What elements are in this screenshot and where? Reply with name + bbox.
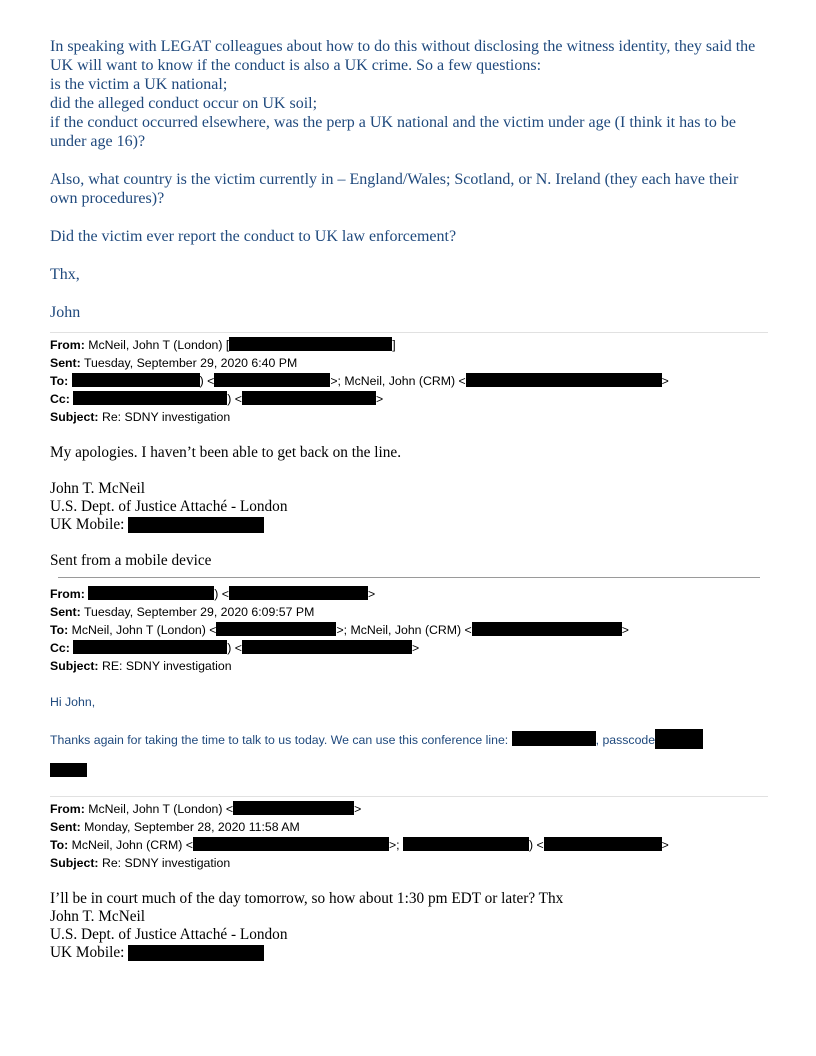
subject-line: Subject: RE: SDNY investigation <box>50 659 232 673</box>
sent-line: Sent: Tuesday, September 29, 2020 6:09:57 PM <box>50 605 315 619</box>
email-3-header <box>50 585 768 675</box>
subject: Re: SDNY investigation <box>101 410 231 424</box>
redaction-box <box>229 337 392 351</box>
email-1-paragraph-2: Also, what country is the victim currently in – England/Wales; Scotland, or N. Ireland (they each have their own procedures)? <box>50 171 739 207</box>
email-1-paragraph-3: Did the victim ever report the conduct to UK law enforcement? <box>50 228 457 245</box>
redaction-box <box>466 373 662 387</box>
email-3-body <box>50 693 768 777</box>
email-1-signature: John <box>50 304 81 321</box>
email-4-header <box>50 800 768 872</box>
from-line: From: McNeil, John T (London) < > <box>50 802 362 816</box>
email-1-body <box>50 37 768 322</box>
email-1-line: In speaking with LEGAT colleagues about how to do this without disclosing the witness identity, they said the UK will want to know if the conduct is also a UK crime. So a few questions: <box>50 38 756 74</box>
signature-name: John T. McNeil <box>50 908 146 925</box>
redaction-box <box>512 731 596 746</box>
redaction-box <box>73 640 227 654</box>
email-3-message: Thanks again for taking the time to talk to us today. We can use this conference line: , passcode <box>50 729 768 749</box>
email-4-message: I’ll be in court much of the day tomorrow, so how about 1:30 pm EDT or later? Thx <box>50 890 564 907</box>
redaction-box <box>128 517 264 533</box>
redaction-box <box>229 586 368 600</box>
redaction-box <box>242 640 412 654</box>
redaction-box <box>73 391 227 405</box>
subject-line: Subject: Re: SDNY investigation <box>50 410 231 424</box>
subject-line: Subject: Re: SDNY investigation <box>50 856 231 870</box>
sent-date: Tuesday, September 29, 2020 6:09:57 PM <box>83 605 315 619</box>
email-1-closing: Thx, <box>50 266 80 283</box>
cc-line: Cc: ) < > <box>50 641 420 655</box>
email-2-header <box>50 336 768 426</box>
redaction-box <box>193 837 389 851</box>
redaction-box <box>233 801 354 815</box>
signature-mobile: UK Mobile: <box>50 516 768 534</box>
redaction-box <box>88 586 214 600</box>
email-4-body <box>50 890 768 962</box>
signature-mobile: UK Mobile: <box>50 944 768 962</box>
signature-name: John T. McNeil <box>50 480 146 497</box>
redaction-box <box>544 837 662 851</box>
subject: Re: SDNY investigation <box>101 856 231 870</box>
sent-date: Monday, September 28, 2020 11:58 AM <box>84 820 300 834</box>
sent-date: Tuesday, September 29, 2020 6:40 PM <box>83 356 298 370</box>
email-2-body <box>50 444 768 570</box>
to-line: To: McNeil, John (CRM) < >; ) < > <box>50 838 669 852</box>
redaction-box <box>216 622 336 636</box>
email-1-line: did the alleged conduct occur on UK soil; <box>50 95 318 112</box>
from-line: From: ) < > <box>50 587 376 601</box>
from-line: From: McNeil, John T (London) [ ] <box>50 338 396 352</box>
email-thread <box>50 37 768 962</box>
to-line: To: McNeil, John T (London) < >; McNeil, John (CRM) < > <box>50 623 629 637</box>
sent-line: Sent: Tuesday, September 29, 2020 6:40 PM <box>50 356 298 370</box>
to-line: To: ) < >; McNeil, John (CRM) < > <box>50 374 669 388</box>
from-name: McNeil, John T (London) [ <box>88 338 230 352</box>
redaction-box <box>50 763 87 777</box>
sent-from-device: Sent from a mobile device <box>50 552 212 569</box>
signature-title: U.S. Dept. of Justice Attaché - London <box>50 498 288 515</box>
from-name: McNeil, John T (London) < <box>88 802 234 816</box>
signature-title: U.S. Dept. of Justice Attaché - London <box>50 926 288 943</box>
redaction-box <box>214 373 330 387</box>
email-1-line: is the victim a UK national; <box>50 76 228 93</box>
redaction-box <box>242 391 376 405</box>
email-3-greeting: Hi John, <box>50 695 96 709</box>
cc-line: Cc: ) < > <box>50 392 384 406</box>
redaction-box <box>403 837 529 851</box>
subject: RE: SDNY investigation <box>101 659 232 673</box>
email-2-message: My apologies. I haven’t been able to get back on the line. <box>50 444 402 461</box>
sent-line: Sent: Monday, September 28, 2020 11:58 AM <box>50 820 300 834</box>
redaction-box <box>472 622 622 636</box>
redaction-box <box>128 945 264 961</box>
email-1-line: if the conduct occurred elsewhere, was the perp a UK national and the victim under age (I think it has to be under age 16)? <box>50 114 736 150</box>
redaction-box <box>72 373 200 387</box>
redaction-box <box>655 729 703 749</box>
